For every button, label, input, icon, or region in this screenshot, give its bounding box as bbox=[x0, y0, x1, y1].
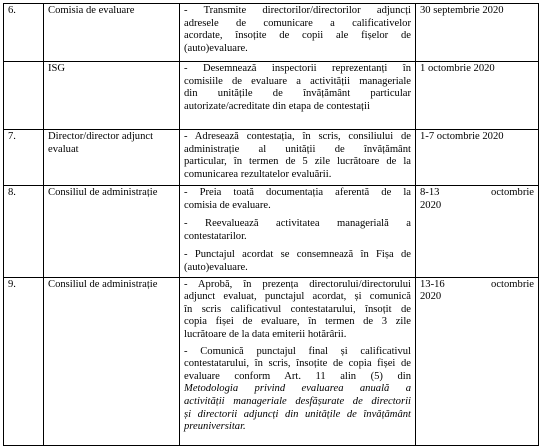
deadline-cell: 1-7 octombrie 2020 bbox=[416, 130, 539, 186]
activity-cell: - Aprobă, în prezența directorului/directorului adjunct evaluat, punctajul acordat, și comunică în scris calificativul contestatarului, însoțit de copia fișei de evaluare, în termen de 3 zile lucrătoare de la data emiterii hotărârii. - Comunică punctajul final și calificativul contestatarului, în scris, însoțite de copia fișei de evaluare conform Art. 11 alin (5) din Metodologia privind evaluarea anuală a activității manageriale desfășurate de directorii și directorii adjuncți din unitățile de învățământ preuniversitar. bbox=[180, 277, 416, 445]
row-number: 8. bbox=[4, 186, 44, 278]
table-row bbox=[4, 62, 539, 130]
responsible-cell: Director/director adjunct evaluat bbox=[44, 130, 180, 186]
activity-cell: - Desemnează inspectorii reprezentanți în comisiile de evaluare a activității manageriale din unitățile de învățământ particular autorizate/acreditate din etapa de contestații bbox=[180, 62, 416, 130]
activity-cell: - Transmite directorilor/directorilor adjuncți adresele de comunicare a calificativelor acordate, însoțite de copii ale fișelor de (auto)evaluare. bbox=[180, 4, 416, 62]
table-row bbox=[4, 130, 539, 186]
activity-cell: - Preia toată documentația aferentă de la comisia de evaluare. - Reevaluează activitatea managerială a contestatarilor. - Punctajul acordat se consemnează în Fișa de (auto)evaluare. bbox=[180, 186, 416, 278]
responsible-cell: Comisia de evaluare bbox=[44, 4, 180, 62]
row-number: 7. bbox=[4, 130, 44, 186]
responsible-cell: Consiliul de administrație bbox=[44, 277, 180, 445]
table-row bbox=[4, 4, 539, 62]
deadline-cell: 13-16 octombrie 2020 bbox=[416, 277, 539, 445]
row-number: 6. bbox=[4, 4, 44, 62]
deadline-cell: 8-13 octombrie 2020 bbox=[416, 186, 539, 278]
responsible-cell: Consiliul de administrație bbox=[44, 186, 180, 278]
responsible-cell: ISG bbox=[44, 62, 180, 130]
row-number bbox=[4, 62, 44, 130]
deadline-cell: 1 octombrie 2020 bbox=[416, 62, 539, 130]
table-row bbox=[4, 277, 539, 445]
deadline-cell: 30 septembrie 2020 bbox=[416, 4, 539, 62]
activity-cell: - Adresează contestația, în scris, consiliului de administrație al unității de învățământ particular, în termen de 5 zile lucrătoare de la comunicarea rezultatelor evaluării. bbox=[180, 130, 416, 186]
evaluation-schedule-table bbox=[3, 3, 539, 446]
row-number: 9. bbox=[4, 277, 44, 445]
table-row bbox=[4, 186, 539, 278]
